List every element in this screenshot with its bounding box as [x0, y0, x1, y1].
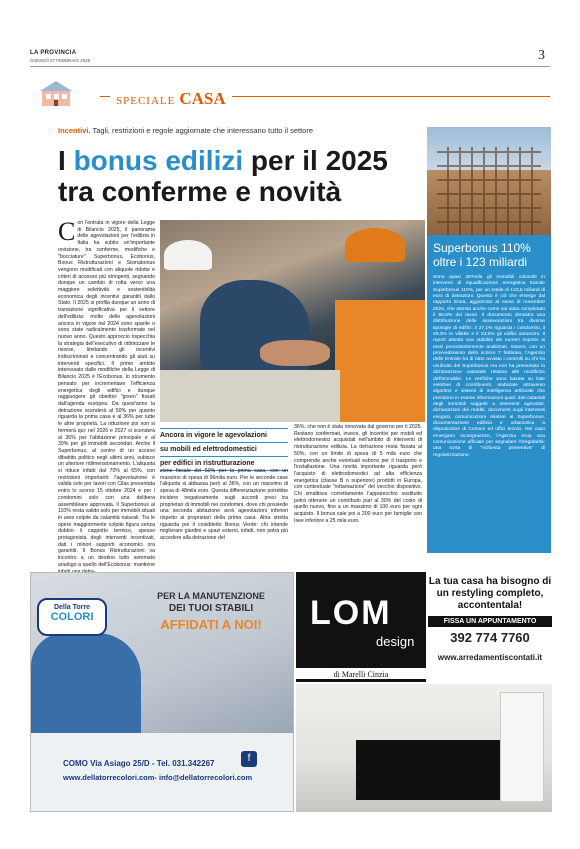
section-header: [30, 85, 550, 107]
article-kicker: [58, 126, 313, 135]
ad-address: COMO Via Asiago 25/D - Tel. 031.342267: [63, 759, 215, 768]
sidebar-body: Sono quasi 497mila gli immobili coinvolti in interventi di riqualificazione energetica tramite Superbonus 110%, per un totale di 123,5 miliardi di euro di detrazioni. Questo è ciò che emerge dal rapporto Enea, aggiornato al mese di novembre 2024, che attesta anche come sia stato completato il 98,6% dei lavori. Il documento dimostra una distribuzione delle asseverazioni tra diverse tipologie di edifici: il 27,1% riguarda i condomini, il 49,3% le villette e il 23,6% gli edifici autonomi. Il report attesta una stabilità dei numeri rispetto ai mesi precedentemente analizzati. Intanto, con un provvedimento dello scorso 7 febbraio, l'Agenzia delle Entrate ha di fatto avviato i controlli su chi ha usufruito del Superbonus ma non ha presentato la dichiarazione catastale relativa alle modifiche dell'immobile. Le verifiche sono basate su liste selettive di contribuenti, elaborate attraverso algoritmi e sistemi di intelligenza artificiale che prendono in esame informazioni quali: dati catastali degli immobili soggetti a interventi agevolati, dichiarazioni dei redditi, documenti sugli interventi eseguiti, comunicazioni relative al Superbonus, documentazione edilizia e urbanistica a disposizione di Comuni ed uffici tecnici. Nel caso emergano incongruenze, l'Agenzia invia una comunicazione ufficiale per segnalare l'irregolarità: una sorta di "richiesta preventiva" di regolarizzazione.: [433, 275, 545, 458]
lom-ad-text: [428, 572, 552, 662]
headline-highlight: bonus edilizi: [73, 145, 244, 176]
pull-quote-line: su mobili ed elettrodomestici: [160, 443, 288, 457]
lom-logo-sub: design: [376, 634, 415, 649]
article-column-1: [58, 217, 155, 568]
painter-figure: [31, 633, 141, 743]
ad-dellatorre-colori[interactable]: [30, 572, 294, 812]
column-1-text: on l'entrata in vigore della Legge di Bilancio 2025, il panorama delle agevolazioni per l'edilizia in Italia ha subito un'importante revisione, tra conferme, modifiche e "bocciature". Superbonus, Ecobonus, Bonus Ristrutturazioni e Sismabonus vengono modificati con aliquote ridotte e criteri di accesso più stringenti, segnando dunque un cambio di rotta verso una maggiore selettività e sostenibilità economica degli incentivi garantiti dallo Stato. Il 2025 si profila dunque un anno di transizione significativa per il settore dell'edilizia: molte delle agevolazioni ancora in vigore nel 2024 sono sparite o sono state radicalmente trasformate nel nuovo anno. Questo approccio rispecchia la strategia dell'esecutivo di ottimizzare le risorse, limitando gli incentivi indiscriminati e concentrando gli aiuti su interventi specifici. Il primo ambito interessato dalle modifiche della Legge di Bilancio 2025 è l'Ecobonus, lo strumento pensato per incrementare l'efficienza energetica degli edifici e dunque raggiungere gli obiettivi "green" fissati dall'agenda europea. Da quest'anno la detrazione scenderà al 50% per quanto riguarda la prima casa e al 36% per tutte le altre proprietà. La riduzione poi non si fermerà qui: nel 2026 e 2027 si scenderà al 36% per l'abitazione principale e al 30% per gli immobili secondari. Anche il Superbonus, al centro di un acceso dibattito politico negli ultimi anni, subisce un ulteriore ridimensionamento. L'aliquota si riduce infatti dal 70% al 65%, con restrizioni importanti: l'agevolazione è valida solo per lavori con Cilas presentata entro lo scorso 15 ottobre 2024 e per i condomini solo con una delibera assembleare approvata. Il Superbonus al 110% resta valido solo per immobili situati in aree colpite da calamità naturali. Tra le opere maggiormente colpite figura senza dubbio il cappotto termico, spesso protagonista degli interventi incentivati, dati i minori supporti economici ora garantiti. Il Bonus Ristrutturazioni va incontro a un destino tutto sommato analogo a quello dell'Ecobonus: mantiene: [58, 220, 155, 568]
ad-tagline-3: AFFIDATI A NOI!: [160, 617, 262, 632]
column-2-text: zione fiscale del 50% per la prima casa, con un massimo di spesa di 96mila euro. Per le seconde case l'aliquota si abbassa però al 36%, con un massimo di spesa di 48mila euro. Questa differenziazione potrebbe incidere negativamente sugli accordi presi tra proprietari di immobili nei condomini, dove chi possiede una seconda abitazione avrà agevolazioni inferiori rispetto ai proprietari della prima casa. Altra stretta riguarda poi il cosiddetto Bonus Verde: chi intende migliorare giardini e spazi esterni, infatti, non potrà più accedere alla detrazione del: [160, 468, 288, 542]
article-column-2: [160, 468, 288, 558]
section-label-big: CASA: [179, 89, 226, 108]
column-3-text: 36%, che non è stata rinnovata dal governo per il 2025. Restano confermati, invece, gli incentivi per mobili ed elettrodomestici acquistati nell'ambito di interventi di ristrutturazione edilizia. La detrazione resta fissata al 50%, con un limite di spesa di 5 mila euro che comprende anche eventuali esborsi per il trasporto e l'installazione. Una novità importante riguarda però l'acquisto di elettrodomestici ad alta efficienza energetica (classe B o superiore) prodotti in Europa, con contestuale "rottamazione" del vecchio dispositivo. Chi smaltisce correttamente l'apparecchio sostituito potrà ottenere un contributo pari al 30% del costo di quello nuovo, fino a un massimo di 100 euro per ogni acquisto. Il bonus sale poi a 200 euro per famiglie con Isee inferiore a 25 mila euro.: [294, 424, 422, 524]
issue-date: GIOVEDÌ 27 FEBBRAIO 2025: [30, 58, 91, 63]
lom-phone[interactable]: 392 774 7760: [450, 630, 530, 645]
logo-line-1: Della Torre: [53, 604, 91, 611]
ad-website-link[interactable]: www.dellatorrecolori.com- info@dellatorrecolori.com: [63, 773, 253, 782]
headline-pre: I: [58, 145, 74, 176]
pull-quote: [160, 428, 288, 471]
superbonus-sidebar: [427, 235, 551, 553]
newspaper-name: LA PROVINCIA: [30, 50, 77, 56]
article-column-3: [294, 424, 422, 558]
section-label: [110, 89, 232, 109]
section-label-small: SPECIALE: [116, 95, 176, 107]
lom-website-link[interactable]: www.arredamentiscontati.it: [437, 653, 543, 662]
lom-logo-text: LOM: [310, 594, 392, 632]
article-headline: [58, 145, 418, 207]
ad-tagline-2: DEI TUOI STABILI: [168, 603, 254, 614]
lom-appointment: FISSA UN APPUNTAMENTO: [428, 616, 552, 627]
logo-line-2: COLORI: [50, 611, 94, 623]
page-number: 3: [538, 48, 545, 63]
facebook-icon[interactable]: f: [241, 751, 257, 767]
lom-tagline: La tua casa ha bisogno di un restyling completo, accontentala!: [428, 576, 552, 611]
kicker-text: Tagli, restrizioni e regole aggiornate che interessano tutto il settore: [92, 126, 314, 135]
kitchen-island: [356, 740, 506, 800]
headline-post: per il 2025 tra conferme e novità: [58, 145, 388, 207]
ad-lom-design[interactable]: [296, 572, 552, 812]
dropcap: C: [58, 217, 76, 246]
dellatorre-logo: [37, 598, 107, 636]
lom-owner: di Marelli Cinzia: [296, 668, 426, 679]
building-construction-photo: [427, 127, 551, 235]
kitchen-fridge: [500, 692, 544, 802]
pull-quote-line: per edifici in ristrutturazione: [160, 457, 288, 471]
sidebar-title: Superbonus 110% oltre i 123 miliardi: [433, 241, 531, 269]
header-rule: [30, 66, 550, 67]
kicker-lead: Incentivi.: [58, 126, 91, 135]
ad-tagline-1: PER LA MANUTENZIONE: [157, 591, 265, 601]
ad-contact-band: [31, 733, 293, 811]
pull-quote-line: Ancora in vigore le agevolazioni: [160, 428, 288, 443]
construction-workers-photo: [160, 220, 425, 422]
